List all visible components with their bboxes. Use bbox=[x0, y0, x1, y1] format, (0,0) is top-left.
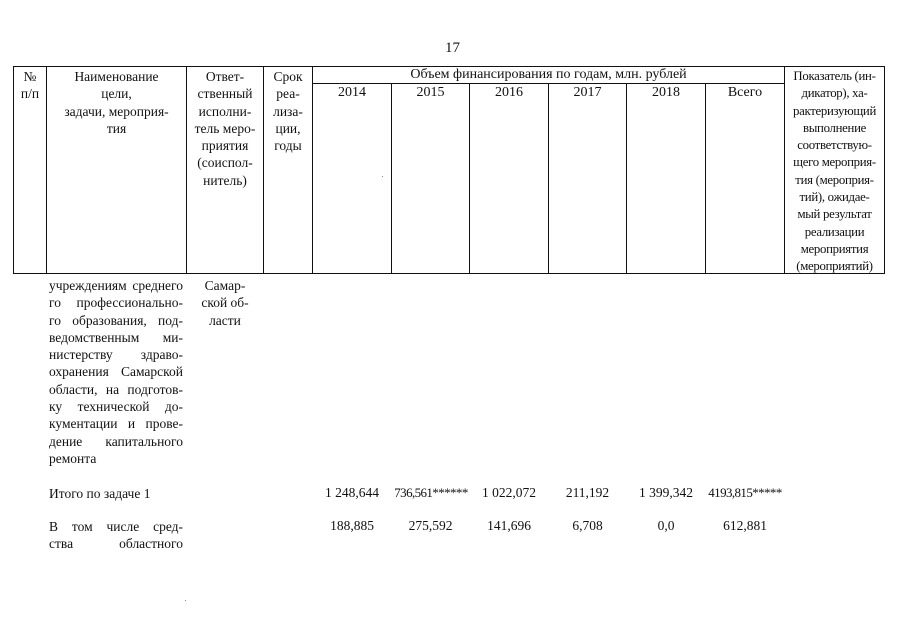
header-year-2016: 2016 bbox=[495, 85, 523, 100]
divider-2018-total bbox=[705, 83, 706, 274]
divider-2015-2016 bbox=[469, 83, 470, 274]
name-line: дение капитального bbox=[49, 433, 183, 449]
regional-2016-value: 141,696 bbox=[487, 518, 531, 533]
header-col-name: Наименование цели, задачи, мероприя- тия bbox=[64, 69, 169, 136]
total-2017-value: 211,192 bbox=[565, 485, 610, 500]
name-line: кументации и прове- bbox=[49, 416, 183, 432]
header-col-term: Срок реа- лиза- ции, годы bbox=[273, 69, 303, 154]
page-number: 17 bbox=[445, 40, 460, 56]
divider-2014-2015 bbox=[391, 83, 392, 274]
total-2014-value: 1 248,644 bbox=[325, 485, 379, 500]
executor-line: ской об- bbox=[201, 295, 249, 311]
scan-speck bbox=[185, 600, 186, 601]
regional-2017-value: 6,708 bbox=[572, 518, 603, 533]
name-line: ку технической до- bbox=[49, 399, 183, 415]
header-year-2017: 2017 bbox=[573, 85, 602, 100]
name-line: нистерству здраво- bbox=[49, 347, 183, 363]
label-line: В том числе сред- bbox=[49, 519, 183, 534]
executor-line: ласти bbox=[209, 312, 241, 328]
name-line: охранения Самарской bbox=[49, 364, 183, 380]
scan-speck bbox=[382, 176, 383, 177]
total-all-value: 4193,815***** bbox=[708, 485, 782, 500]
divider-2017-2018 bbox=[626, 83, 627, 274]
continued-row-executor bbox=[187, 277, 263, 329]
total-2018-value: 1 399,342 bbox=[639, 485, 693, 500]
name-line: ведомственным ми- bbox=[49, 329, 183, 345]
continued-row-name bbox=[49, 277, 183, 467]
regional-total-value: 612,881 bbox=[723, 518, 767, 533]
name-line: ремонта bbox=[49, 450, 97, 466]
regional-row-label bbox=[49, 518, 183, 553]
header-year-2014: 2014 bbox=[338, 85, 366, 100]
header-col-executor: Ответ- ственный исполни- тель меро- приятия (соиспол- нитель) bbox=[194, 69, 256, 188]
regional-2018-value: 0,0 bbox=[657, 518, 675, 533]
label-line: ства областного bbox=[49, 536, 183, 552]
regional-2014-value: 188,885 bbox=[330, 518, 374, 533]
border-right bbox=[884, 66, 885, 274]
name-line: го образования, под- bbox=[49, 312, 183, 328]
total-2016-value: 1 022,072 bbox=[482, 485, 536, 500]
header-col-number: № п/п bbox=[20, 69, 40, 102]
header-year-total: Всего bbox=[727, 85, 763, 100]
total-2015-value: 736,561****** bbox=[394, 485, 468, 500]
executor-line: Самар- bbox=[204, 278, 246, 293]
regional-2015-value: 275,592 bbox=[408, 518, 453, 533]
header-year-2018: 2018 bbox=[652, 85, 680, 100]
total-row-label: Итого по задаче 1 bbox=[49, 486, 151, 501]
divider-2016-2017 bbox=[548, 83, 549, 274]
header-col-indicator: Показатель (ин- дикатор), ха- рактеризующий выполнение соответствую- щего мероприя- тия (мероприя- тий), ожидае- мый результат реализации мероприятия (мероприятий) bbox=[792, 69, 877, 274]
name-line: учреждениям среднего bbox=[49, 278, 183, 293]
header-year-2015: 2015 bbox=[416, 85, 445, 100]
header-financing-title: Объем финансирования по годам, млн. рублей bbox=[410, 67, 687, 82]
header-bottom-rule bbox=[13, 273, 885, 274]
name-line: го профессионально- bbox=[49, 295, 183, 311]
name-line: области, на подготов- bbox=[49, 381, 183, 397]
